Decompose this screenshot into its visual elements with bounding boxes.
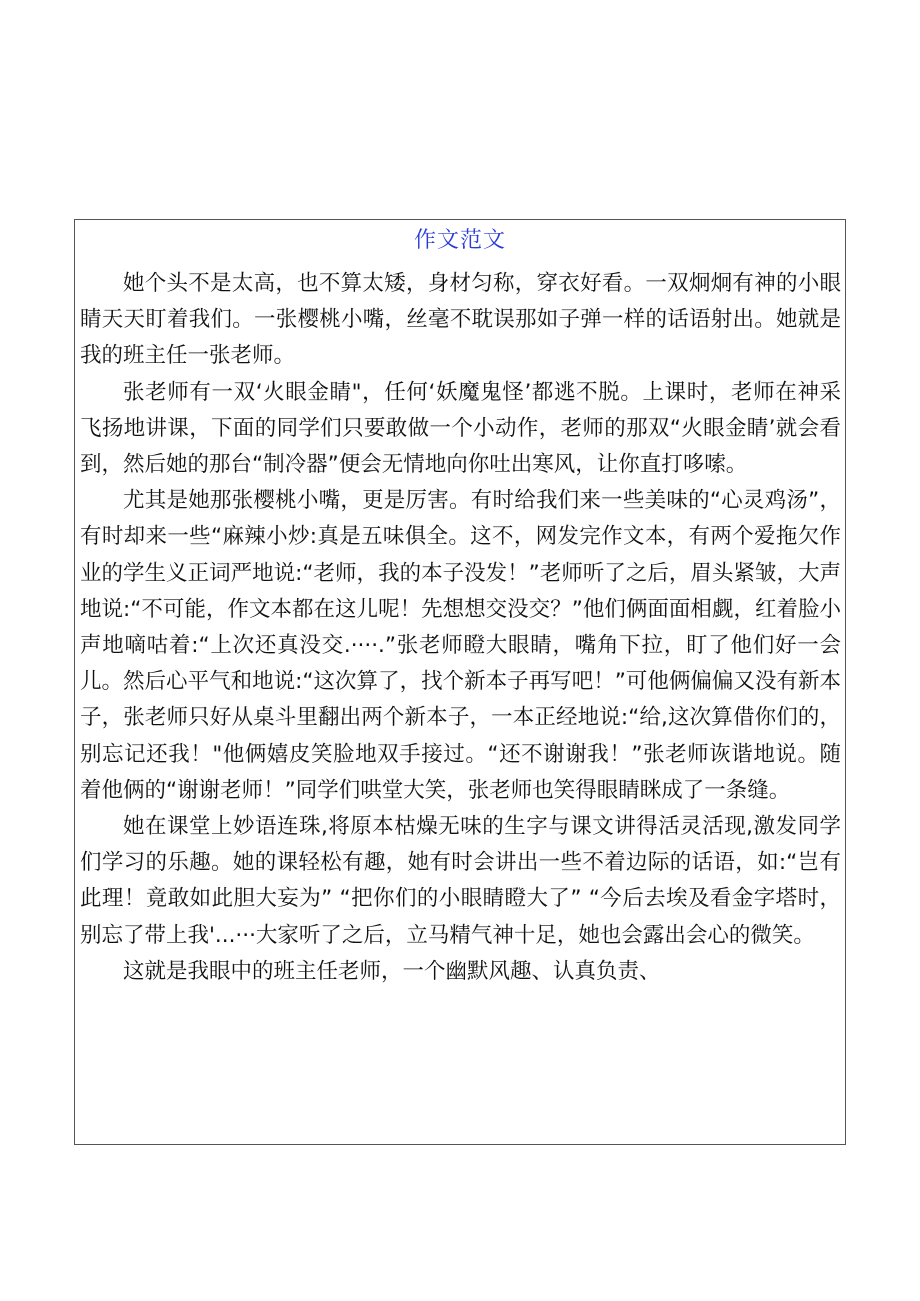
document-body — [75, 266, 845, 990]
paragraph-1: 她个头不是太高，也不算太矮，身材匀称，穿衣好看。一双炯炯有神的小眼睛天天盯着我们。一张樱桃小嘴，丝毫不耽误那如子弹一样的话语射出。她就是我的班主任一张老师。 — [80, 271, 841, 369]
document-title: 作文范文 — [413, 228, 506, 253]
paragraph-4: 她在课堂上妙语连珠,将原本枯燥无味的生字与课文讲得活灵活现,激发同学们学习的乐趣。她的课轻松有趣，她有时会讲出一些不着边际的话语，如:“岂有此理！竟敢如此胆大妄为” “把你们的小眼睛瞪大了” “今后去埃及看金字塔时，别忘了带上我'...···大家听了之后，立马精气神十足，她也会露出会心的微笑。 — [80, 814, 841, 948]
paragraph-3: 尤其是她那张樱桃小嘴，更是厉害。有时给我们来一些美味的“心灵鸡汤”，有时却来一些“麻辣小炒:真是五味俱全。这不，网发完作文本，有两个爱拖欠作业的学生义正词严地说:“老师，我的本子没发！”老师听了之后，眉头紧皱，大声地说:“不可能，作文本都在这儿呢！先想想交没交？”他们俩面面相觑，红着脸小声地嘀咕着:“上次还真没交.····.”张老师瞪大眼睛，嘴角下拉，盯了他们好一会儿。然后心平气和地说:“这次算了，找个新本子再写吧！”可他俩偏偏又没有新本子，张老师只好从桌斗里翻出两个新本子，一本正经地说:“给,这次算借你们的，别忘记还我！"他俩嬉皮笑脸地双手接过。“还不谢谢我！”张老师诙谐地说。随着他俩的“谢谢老师！”同学们哄堂大笑，张老师也笑得眼睛眯成了一条缝。 — [80, 488, 841, 803]
paragraph-2: 张老师有一双‘火眼金睛"，任何‘妖魔鬼怪’都逃不脱。上课时，老师在神采飞扬地讲课，下面的同学们只要敢做一个小动作，老师的那双“火眼金睛’就会看到，然后她的那台“制冷器”便会无情地向你吐出寒风，让你直打哆嗦。 — [80, 379, 841, 478]
paragraph-5: 这就是我眼中的班主任老师，一个幽默风趣、认真负责、 — [123, 958, 661, 984]
document-frame — [74, 219, 846, 1145]
